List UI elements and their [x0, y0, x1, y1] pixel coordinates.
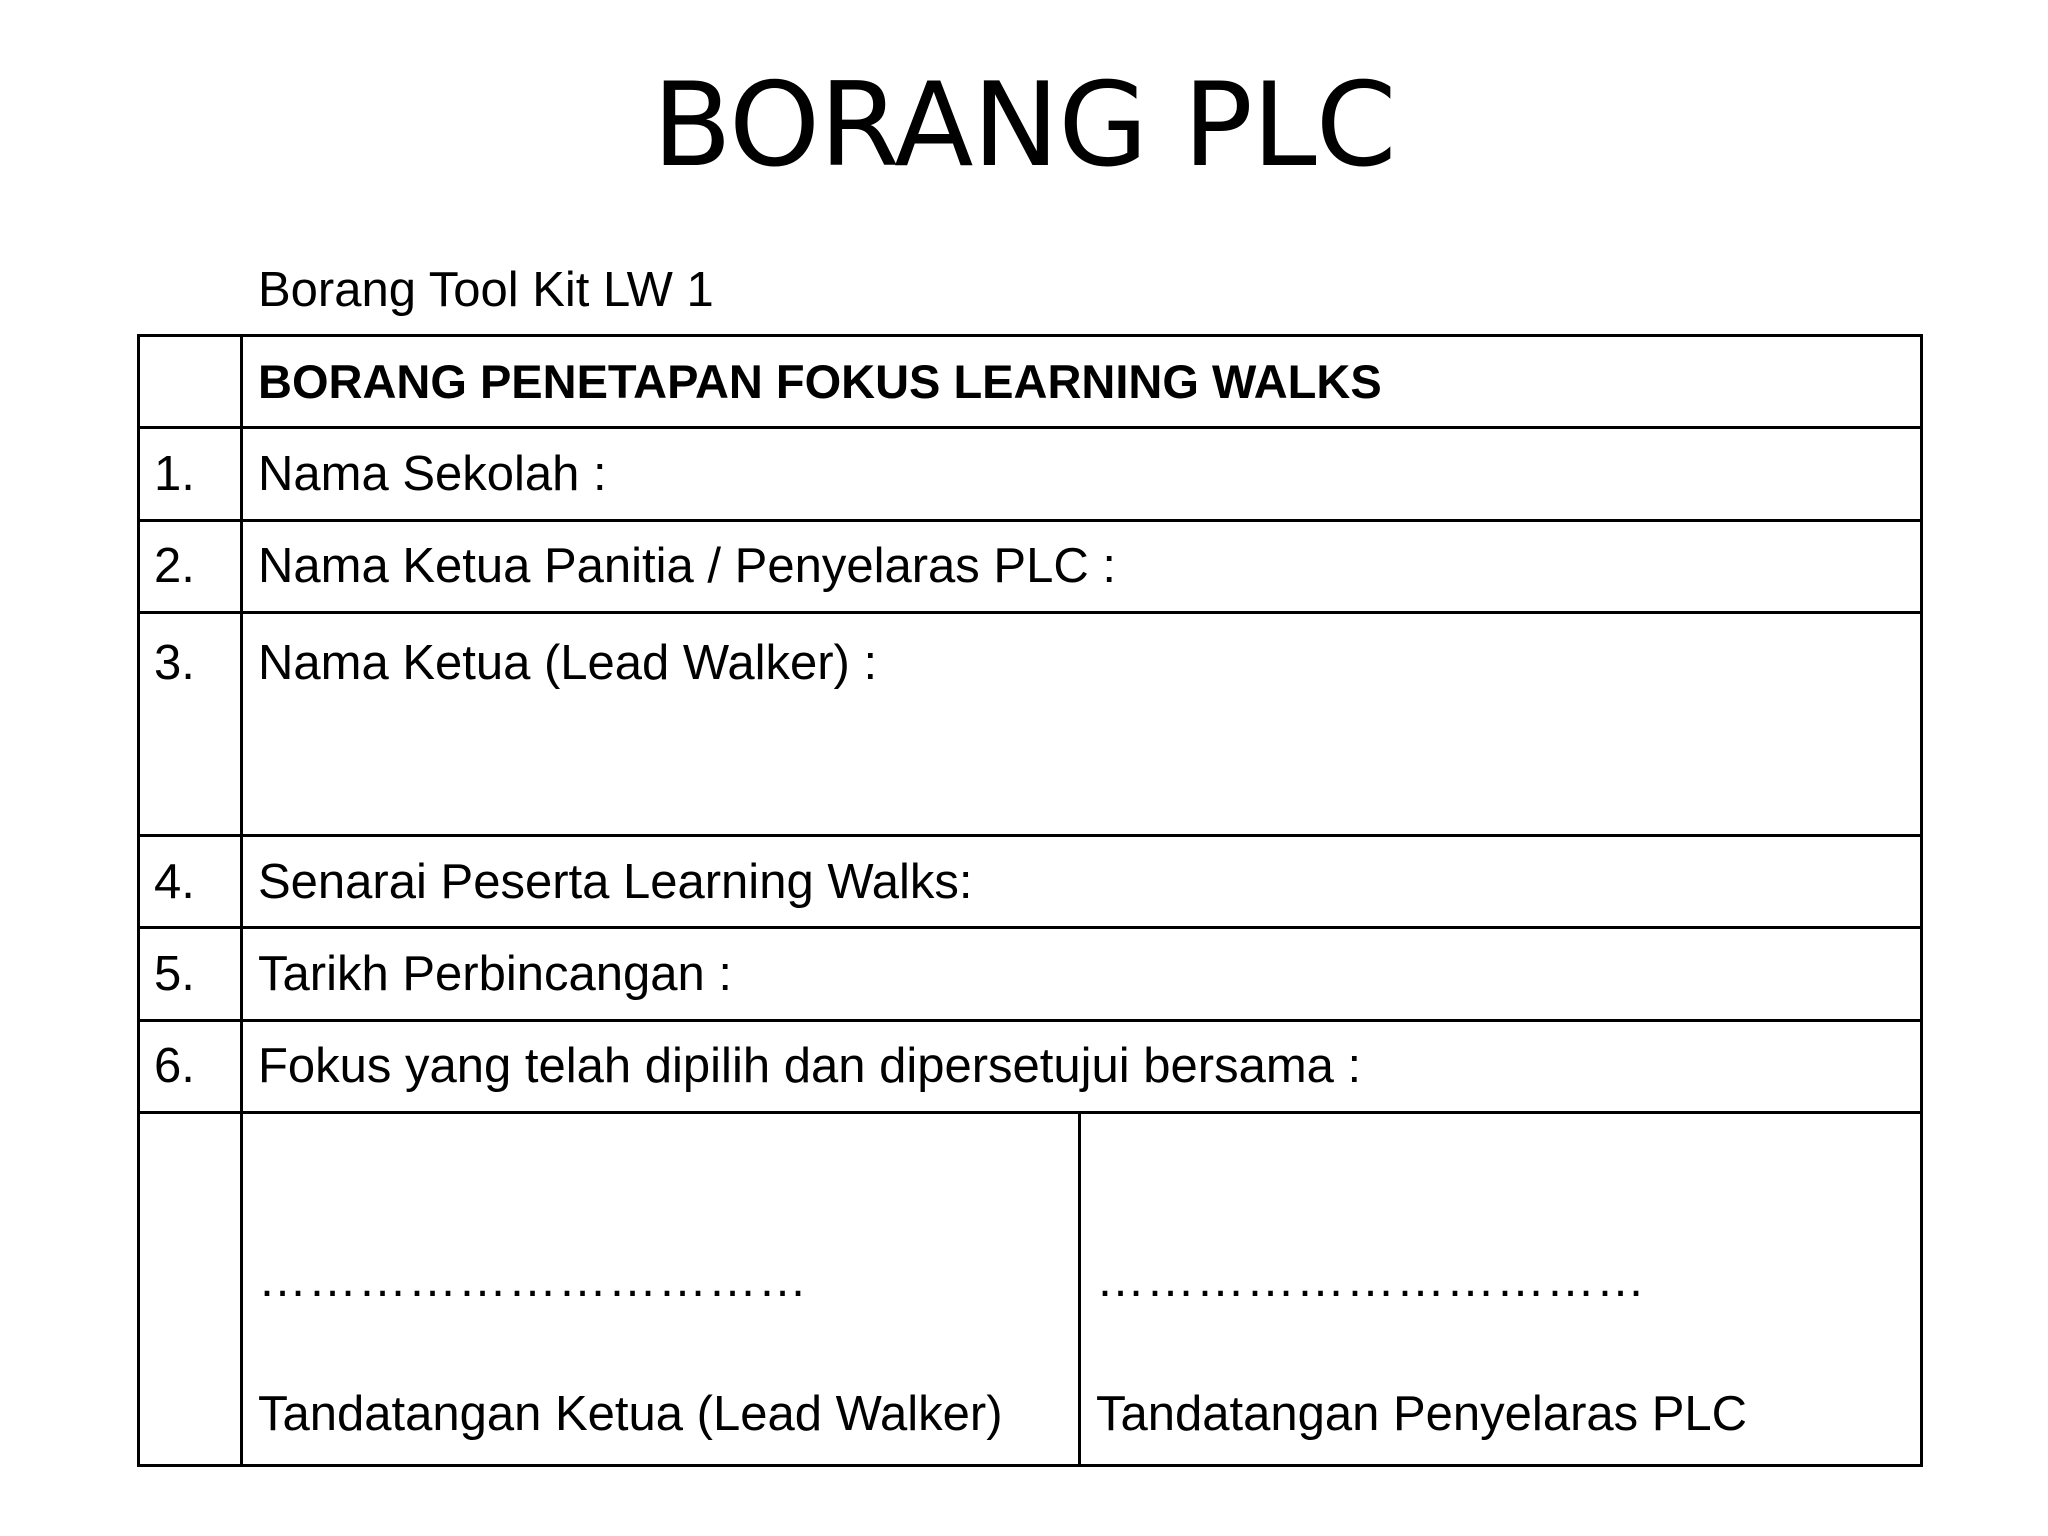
table-row	[139, 520, 1922, 612]
focus-form-table	[137, 334, 1923, 1467]
table-row	[139, 928, 1922, 1020]
row-number: 6.	[139, 1020, 242, 1112]
selected-focus-field[interactable]: Fokus yang telah dipilih dan dipersetujui bersama :	[242, 1020, 1922, 1112]
row-number: 2.	[139, 520, 242, 612]
lead-walker-field[interactable]: Nama Ketua (Lead Walker) :	[242, 612, 1922, 835]
form-code-label: Borang Tool Kit LW 1	[258, 263, 714, 317]
table-row	[139, 1020, 1922, 1112]
signature-label: Tandatangan Penyelaras PLC	[1096, 1386, 1748, 1441]
row-number: 1.	[139, 428, 242, 520]
row-number: 4.	[139, 836, 242, 928]
participants-field[interactable]: Senarai Peserta Learning Walks:	[242, 836, 1922, 928]
table-row	[139, 428, 1922, 520]
discussion-date-field[interactable]: Tarikh Perbincangan :	[242, 928, 1922, 1020]
signature-label: Tandatangan Ketua (Lead Walker)	[258, 1386, 1003, 1441]
signature-line: ……………………………	[1096, 1252, 1646, 1307]
school-name-field[interactable]: Nama Sekolah :	[242, 428, 1922, 520]
row-number: 3.	[139, 612, 242, 835]
lead-walker-signature-cell[interactable]	[242, 1112, 1080, 1465]
table-row	[139, 836, 1922, 928]
row-number: 5.	[139, 928, 242, 1020]
signature-line: ……………………………	[258, 1252, 808, 1307]
signature-row	[139, 1112, 1922, 1465]
page-title: BORANG PLC	[652, 58, 1396, 193]
signature-number-cell	[139, 1112, 242, 1465]
table-header-row	[139, 336, 1922, 428]
header-number-cell	[139, 336, 242, 428]
committee-head-field[interactable]: Nama Ketua Panitia / Penyelaras PLC :	[242, 520, 1922, 612]
coordinator-signature-cell[interactable]	[1080, 1112, 1922, 1465]
form-heading: BORANG PENETAPAN FOKUS LEARNING WALKS	[242, 336, 1922, 428]
table-row	[139, 612, 1922, 835]
